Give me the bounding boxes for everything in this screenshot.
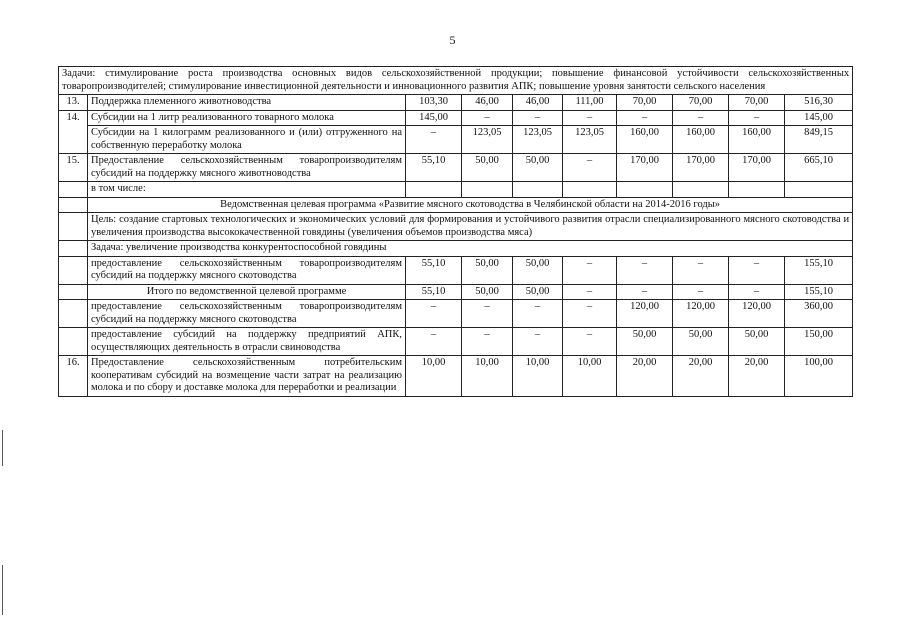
value-cell: – [563,284,617,300]
row-number-empty [59,241,88,257]
value-cell: 160,00 [617,126,673,154]
value-cell: 10,00 [462,356,513,397]
value-cell: 50,00 [462,154,513,182]
value-cell: – [462,110,513,126]
value-cell: 46,00 [462,95,513,111]
value-cell: – [673,284,729,300]
value-cell: 46,00 [513,95,563,111]
row-number-empty [59,182,88,198]
value-cell: 50,00 [462,256,513,284]
value-cell: 50,00 [513,154,563,182]
row-description: предоставление сельскохозяйственным товаропроизводителям субсидий на поддержку мясного скотоводства [88,300,406,328]
value-cell: – [462,300,513,328]
value-total: 155,10 [785,256,853,284]
value-cell: – [563,328,617,356]
table-row [59,95,853,111]
value-cell: – [513,300,563,328]
value-cell: – [673,256,729,284]
row-description: Предоставление сельскохозяйственным товаропроизводителям субсидий на поддержку мясного животноводства [88,154,406,182]
value-cell: 10,00 [513,356,563,397]
value-cell: 145,00 [406,110,462,126]
value-cell: 170,00 [617,154,673,182]
value-total: 100,00 [785,356,853,397]
row-description: Предоставление сельскохозяйственным потребительским кооперативам субсидий на возмещение части затрат на реализацию молока и по сбору и доставке молока для переработки и реализации [88,356,406,397]
value-cell: 70,00 [617,95,673,111]
value-cell: – [617,110,673,126]
value-cell: 20,00 [729,356,785,397]
table-row [59,154,853,182]
value-cell: 50,00 [462,284,513,300]
value-total: 150,00 [785,328,853,356]
value-cell-empty [785,182,853,198]
table-row [59,256,853,284]
value-cell: – [406,300,462,328]
value-cell: 123,05 [462,126,513,154]
value-cell: 120,00 [729,300,785,328]
value-cell-empty [729,182,785,198]
value-cell: – [563,300,617,328]
row-number-empty [59,197,88,213]
value-cell: 20,00 [673,356,729,397]
tasks-header-text: Задачи: стимулирование роста производства основных видов сельскохозяйственной продукции; повышение финансовой устойчивости сельскохозяйственных товаропроизводителей; стимулирование инвестиционной деятельности и инновационного развития АПК; повышение уровня занятости сельского населения [59,67,853,95]
row-number-empty [59,213,88,241]
value-cell: – [406,328,462,356]
value-cell: – [729,256,785,284]
value-total: 849,15 [785,126,853,154]
row-number: 16. [59,356,88,397]
value-cell: – [617,256,673,284]
value-cell: 160,00 [673,126,729,154]
value-cell: 50,00 [729,328,785,356]
scan-margin-mark [2,430,3,466]
value-total: 516,30 [785,95,853,111]
value-cell: 50,00 [513,284,563,300]
value-cell: – [406,126,462,154]
budget-table [58,66,853,397]
value-cell: 120,00 [617,300,673,328]
value-cell-empty [513,182,563,198]
tasks-header-row [59,67,853,95]
value-cell: 10,00 [406,356,462,397]
program-title-row [59,197,853,213]
program-task-row [59,241,853,257]
value-cell: 123,05 [563,126,617,154]
row-description: Поддержка племенного животноводства [88,95,406,111]
value-total: 145,00 [785,110,853,126]
row-description: Субсидии на 1 килограмм реализованного и (или) отгруженного на собственную переработку молока [88,126,406,154]
value-cell: 170,00 [673,154,729,182]
value-cell: 70,00 [673,95,729,111]
row-number-empty [59,300,88,328]
value-cell: 160,00 [729,126,785,154]
table-row [59,328,853,356]
row-number: 13. [59,95,88,111]
value-cell: 55,10 [406,284,462,300]
value-total: 155,10 [785,284,853,300]
table-row [59,110,853,126]
value-cell: – [563,110,617,126]
value-cell: 50,00 [673,328,729,356]
table-row [59,356,853,397]
program-goal-row-text: Цель: создание стартовых технологических и экономических условий для формирования и устойчивого развития отрасли специализированного мясного скотоводства и увеличения производства высококачественной говядины (увеличения объемов производства мяса) [88,213,853,241]
value-cell: 55,10 [406,154,462,182]
table-row [59,126,853,154]
value-cell-empty [406,182,462,198]
program-title-row-text: Ведомственная целевая программа «Развитие мясного скотоводства в Челябинской области на 2014-2016 годы» [88,197,853,213]
value-cell: 103,30 [406,95,462,111]
value-cell: – [729,110,785,126]
table-row [59,300,853,328]
value-cell: 170,00 [729,154,785,182]
value-cell: 70,00 [729,95,785,111]
row-description: Итого по ведомственной целевой программе [88,284,406,300]
value-cell: 10,00 [563,356,617,397]
value-total: 665,10 [785,154,853,182]
row-number-empty [59,256,88,284]
scan-margin-mark [2,565,3,615]
row-number-empty [59,284,88,300]
value-cell: – [563,256,617,284]
value-cell-empty [673,182,729,198]
row-number-empty [59,328,88,356]
row-number: 14. [59,110,88,154]
including-label: в том числе: [88,182,406,198]
value-cell: 20,00 [617,356,673,397]
row-number: 15. [59,154,88,182]
page-number: 5 [449,33,456,47]
value-cell: – [617,284,673,300]
value-cell: 50,00 [513,256,563,284]
program-task-row-text: Задача: увеличение производства конкурентоспособной говядины [88,241,853,257]
value-cell: 120,00 [673,300,729,328]
value-cell: 123,05 [513,126,563,154]
value-cell: – [513,328,563,356]
value-total: 360,00 [785,300,853,328]
value-cell: – [729,284,785,300]
value-cell: 111,00 [563,95,617,111]
value-cell: – [673,110,729,126]
row-description: предоставление субсидий на поддержку предприятий АПК, осуществляющих деятельность в отрасли свиноводства [88,328,406,356]
value-cell-empty [462,182,513,198]
program-total-row [59,284,853,300]
row-description: Субсидии на 1 литр реализованного товарного молока [88,110,406,126]
value-cell: – [513,110,563,126]
value-cell: 50,00 [617,328,673,356]
program-goal-row [59,213,853,241]
value-cell: 55,10 [406,256,462,284]
value-cell: – [462,328,513,356]
including-row [59,182,853,198]
value-cell: – [563,154,617,182]
row-description: предоставление сельскохозяйственным товаропроизводителям субсидий на поддержку мясного скотоводства [88,256,406,284]
value-cell-empty [617,182,673,198]
value-cell-empty [563,182,617,198]
